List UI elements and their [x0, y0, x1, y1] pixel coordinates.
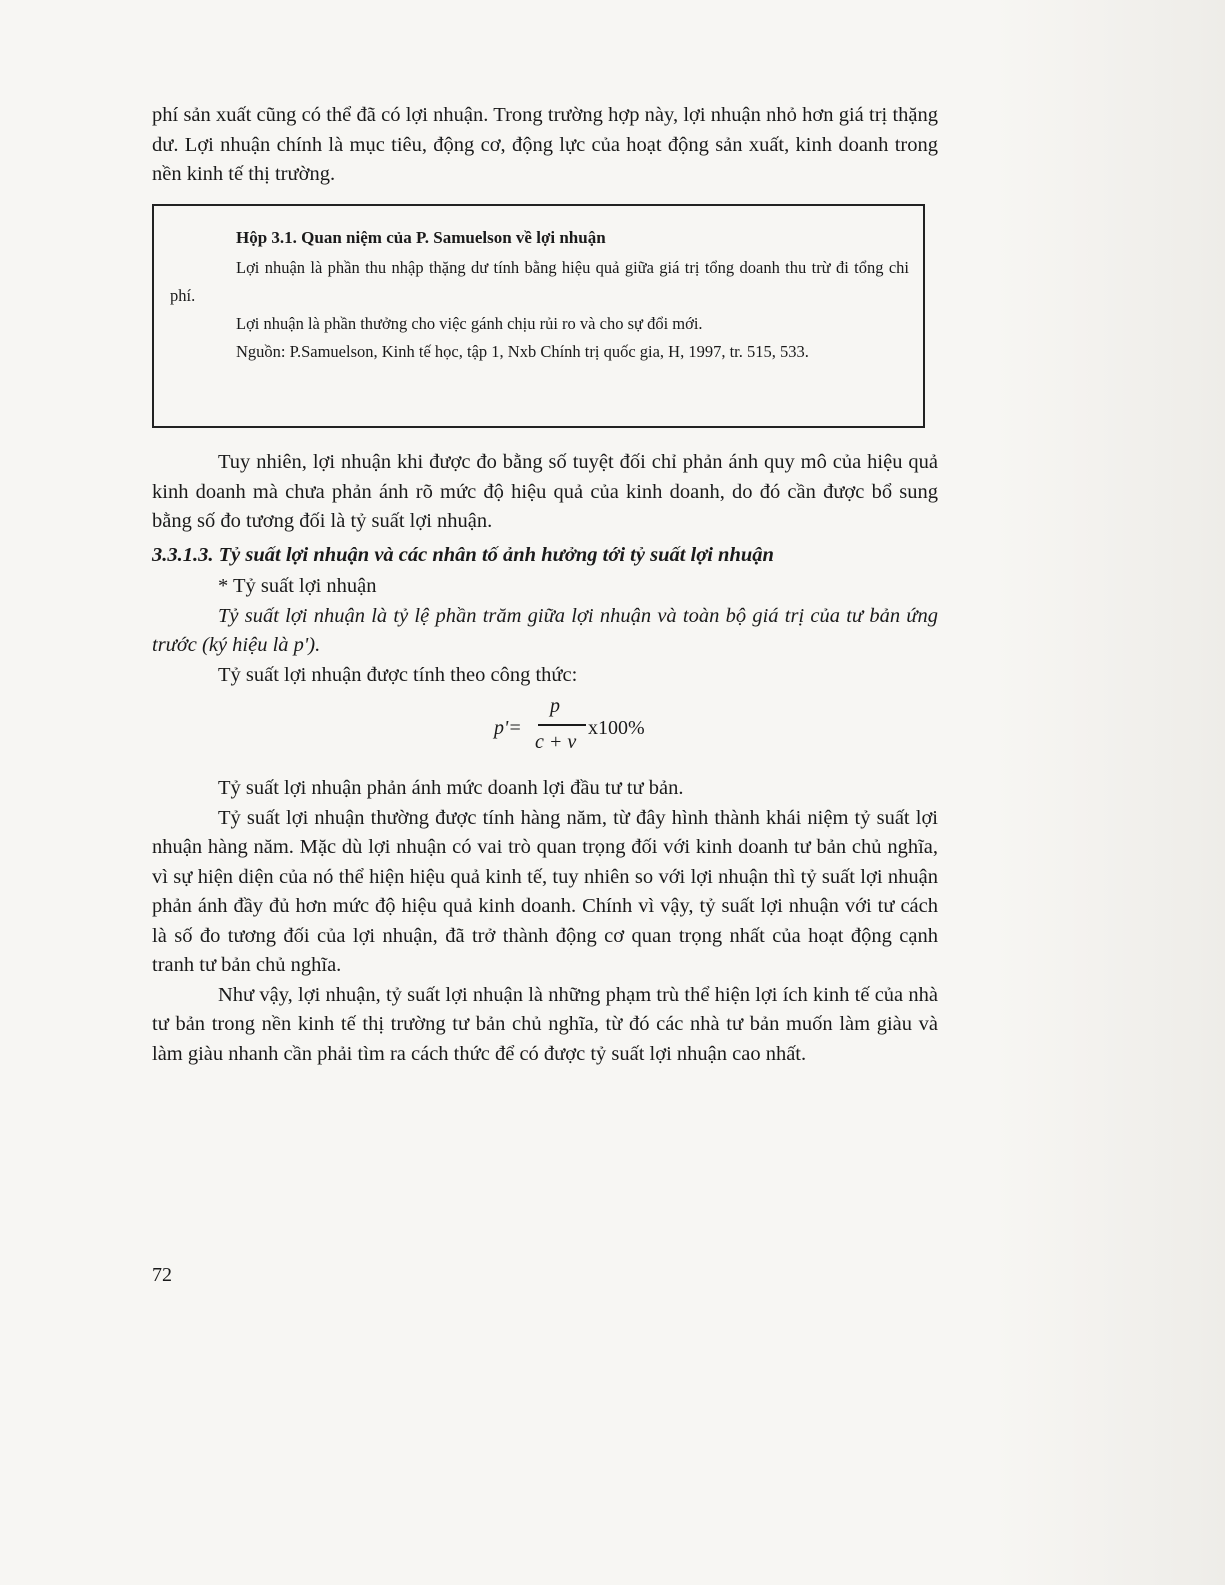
section-heading: 3.3.1.3. Tỷ suất lợi nhuận và các nhân tố ảnh hưởng tới tỷ suất lợi nhuận — [152, 543, 774, 566]
definition-paragraph: Tỷ suất lợi nhuận là tỷ lệ phần trăm giữa lợi nhuận và toàn bộ giá trị của tư bản ứng trước (ký hiệu là p'). — [152, 604, 938, 656]
box-source: Nguồn: P.Samuelson, Kinh tế học, tập 1, Nxb Chính trị quốc gia, H, 1997, tr. 515, 533. — [236, 342, 809, 361]
paragraph-reflects: Tỷ suất lợi nhuận phản ánh mức doanh lợi đầu tư tư bản. — [218, 777, 684, 799]
formula-lhs: p'= — [494, 717, 522, 739]
page-edge-shadow — [995, 0, 1225, 1585]
bullet-heading: * Tỷ suất lợi nhuận — [218, 575, 377, 597]
intro-paragraph: phí sản xuất cũng có thể đã có lợi nhuận. Trong trường hợp này, lợi nhuận nhỏ hơn giá trị thặng dư. Lợi nhuận chính là mục tiêu, động cơ, động lực của hoạt động sản xuất, kinh doanh trong nền kinh tế thị trường. — [152, 104, 938, 185]
box-paragraph-2: Lợi nhuận là phần thưởng cho việc gánh chịu rủi ro và cho sự đổi mới. — [236, 314, 703, 333]
paragraph-however: Tuy nhiên, lợi nhuận khi được đo bằng số tuyệt đối chỉ phản ánh quy mô của hiệu quả kinh doanh mà chưa phản ánh rõ mức độ hiệu quả của kinh doanh, do đó cần được bổ sung bằng số đo tương đối là tỷ suất lợi nhuận. — [152, 451, 938, 532]
fraction-bar — [538, 724, 586, 726]
formula-rhs: x100% — [588, 717, 645, 739]
page-number: 72 — [152, 1264, 172, 1286]
paragraph-thus: Như vậy, lợi nhuận, tỷ suất lợi nhuận là những phạm trù thể hiện lợi ích kinh tế của nhà tư bản trong nền kinh tế thị trường tư bản chủ nghĩa, từ đó các nhà tư bản muốn làm giàu và làm giàu nhanh cần phải tìm ra cách thức để có được tỷ suất lợi nhuận cao nhất. — [152, 983, 938, 1065]
formula-numerator: p — [550, 695, 560, 717]
profit-rate-formula — [152, 696, 938, 766]
formula-intro: Tỷ suất lợi nhuận được tính theo công thức: — [218, 663, 578, 686]
box-paragraph-1: Lợi nhuận là phần thu nhập thặng dư tính bằng hiệu quả giữa giá trị tổng doanh thu trừ đi tổng chi phí. — [170, 258, 909, 305]
main-text-block — [152, 448, 938, 1069]
samuelson-box — [152, 204, 925, 428]
intro-paragraph-block — [152, 101, 938, 190]
box-title: Hộp 3.1. Quan niệm của P. Samuelson về lợi nhuận — [236, 228, 606, 247]
formula-denominator: c + v — [535, 731, 577, 753]
paragraph-annual: Tỷ suất lợi nhuận thường được tính hàng năm, từ đây hình thành khái niệm tỷ suất lợi nhuận hàng năm. Mặc dù lợi nhuận có vai trò quan trọng đối với kinh doanh tư bản chủ nghĩa, vì sự hiện diện của nó thể hiện hiệu quả kinh tế, tuy nhiên so với lợi nhuận thì tỷ suất lợi nhuận phản ánh đầy đủ hơn mức độ hiệu quả kinh doanh. Chính vì vậy, tỷ suất lợi nhuận với tư cách là số đo tương đối của lợi nhuận, đã trở thành động cơ quan trọng nhất của hoạt động cạnh tranh tư bản chủ nghĩa. — [152, 806, 938, 976]
